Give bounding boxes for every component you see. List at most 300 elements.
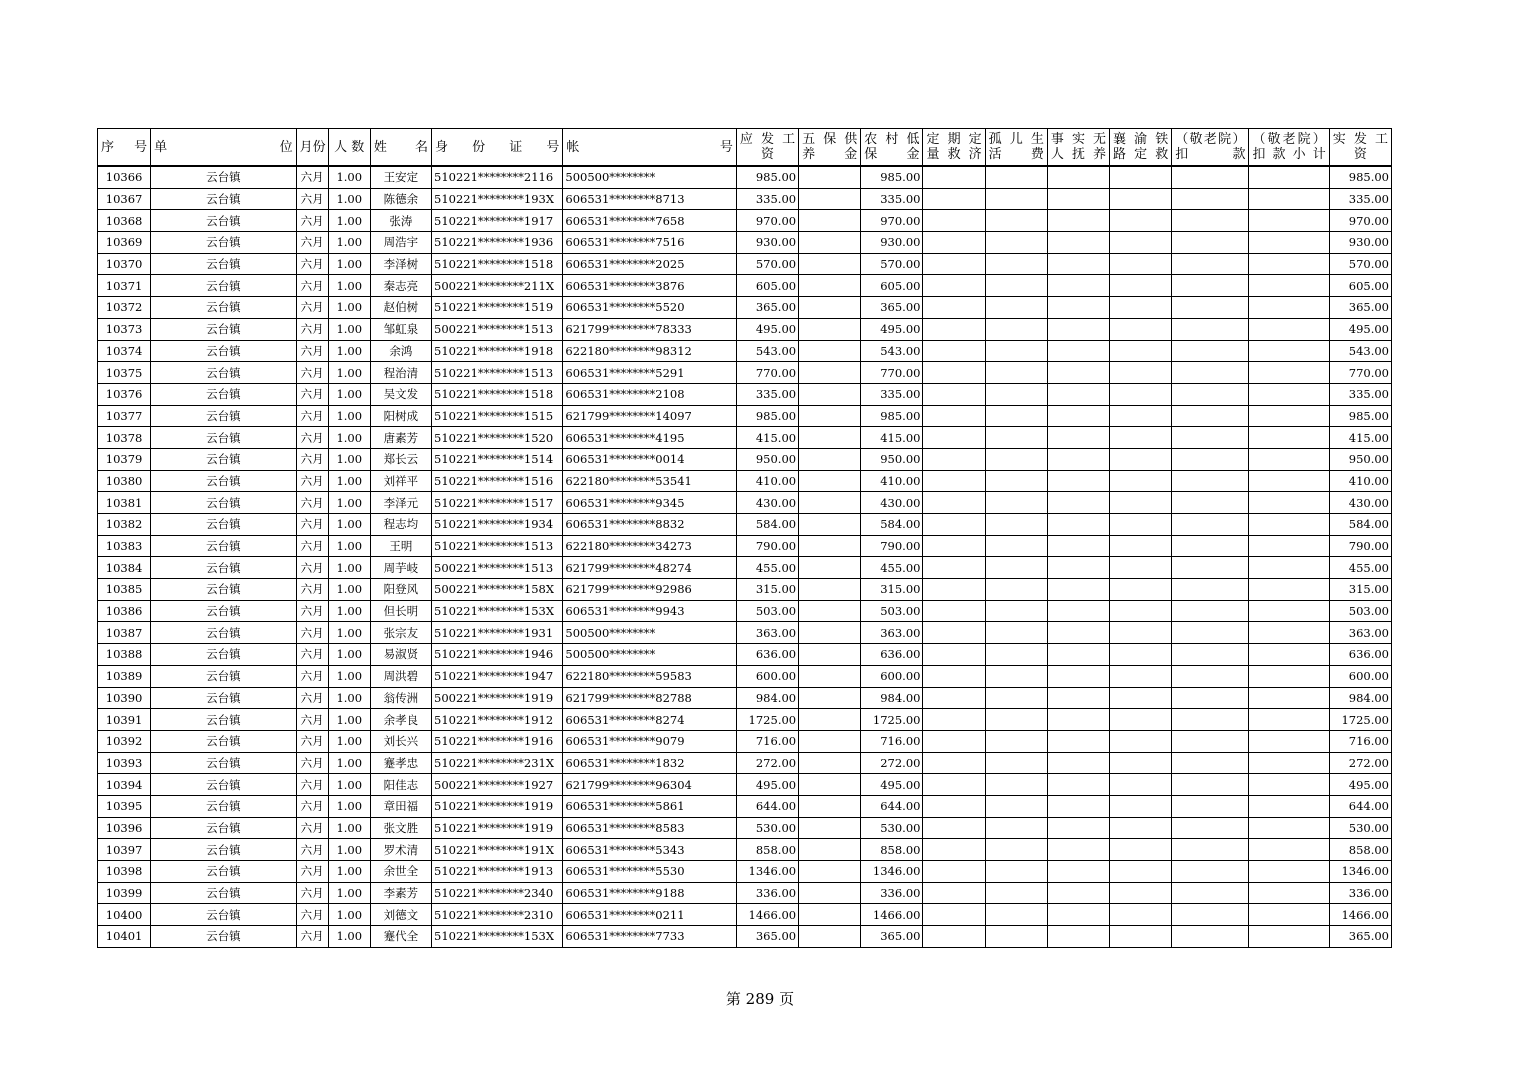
cell-railway	[1110, 687, 1172, 709]
cell-orphan	[985, 297, 1047, 319]
cell-wubao	[799, 514, 861, 536]
cell-seq: 10367	[98, 188, 151, 210]
cell-deduction	[1172, 622, 1249, 644]
cell-deduction	[1172, 535, 1249, 557]
cell-net-pay: 930.00	[1329, 232, 1391, 254]
cell-orphan	[985, 774, 1047, 796]
cell-id-number: 510221********1917	[432, 210, 563, 232]
cell-railway	[1110, 926, 1172, 948]
cell-dingqi	[923, 383, 985, 405]
cell-month: 六月	[296, 362, 328, 384]
cell-net-pay: 600.00	[1329, 665, 1391, 687]
cell-deduction-subtotal	[1249, 817, 1329, 839]
cell-id-number: 510221********1514	[432, 448, 563, 470]
cell-name: 王明	[370, 535, 431, 557]
cell-dingqi	[923, 232, 985, 254]
cell-railway	[1110, 665, 1172, 687]
cell-month: 六月	[296, 839, 328, 861]
cell-account: 606531********9188	[563, 882, 737, 904]
cell-seq: 10401	[98, 926, 151, 948]
cell-orphan	[985, 514, 1047, 536]
cell-account: 621799********82788	[563, 687, 737, 709]
cell-name: 赵伯树	[370, 297, 431, 319]
cell-net-pay: 365.00	[1329, 926, 1391, 948]
cell-dingqi	[923, 340, 985, 362]
cell-unit: 云台镇	[151, 687, 296, 709]
cell-count: 1.00	[328, 340, 370, 362]
cell-account: 606531********8832	[563, 514, 737, 536]
cell-deduction-subtotal	[1249, 427, 1329, 449]
cell-fostered	[1047, 383, 1109, 405]
cell-name: 余世全	[370, 861, 431, 883]
cell-dingqi	[923, 774, 985, 796]
cell-account: 500500********	[563, 644, 737, 666]
cell-deduction	[1172, 297, 1249, 319]
cell-id-number: 510221********1513	[432, 535, 563, 557]
cell-deduction-subtotal	[1249, 297, 1329, 319]
cell-dibao: 495.00	[861, 774, 923, 796]
cell-orphan	[985, 557, 1047, 579]
cell-dibao: 970.00	[861, 210, 923, 232]
cell-dingqi	[923, 687, 985, 709]
cell-count: 1.00	[328, 383, 370, 405]
cell-dibao: 950.00	[861, 448, 923, 470]
cell-month: 六月	[296, 557, 328, 579]
cell-account: 606531********5530	[563, 861, 737, 883]
cell-month: 六月	[296, 644, 328, 666]
table-row	[98, 622, 1392, 644]
cell-name: 李素芳	[370, 882, 431, 904]
table-row	[98, 926, 1392, 948]
cell-deduction-subtotal	[1249, 774, 1329, 796]
cell-railway	[1110, 709, 1172, 731]
cell-fostered	[1047, 730, 1109, 752]
cell-name: 阳树成	[370, 405, 431, 427]
cell-deduction-subtotal	[1249, 253, 1329, 275]
cell-count: 1.00	[328, 665, 370, 687]
cell-seq: 10385	[98, 579, 151, 601]
cell-count: 1.00	[328, 492, 370, 514]
cell-deduction-subtotal	[1249, 687, 1329, 709]
cell-wubao	[799, 275, 861, 297]
cell-account: 621799********96304	[563, 774, 737, 796]
table-row	[98, 882, 1392, 904]
cell-dibao: 790.00	[861, 535, 923, 557]
cell-unit: 云台镇	[151, 817, 296, 839]
table-row	[98, 253, 1392, 275]
cell-gross-pay: 455.00	[736, 557, 798, 579]
cell-count: 1.00	[328, 405, 370, 427]
cell-count: 1.00	[328, 253, 370, 275]
cell-month: 六月	[296, 188, 328, 210]
cell-fostered	[1047, 232, 1109, 254]
cell-fostered	[1047, 839, 1109, 861]
cell-id-number: 510221********2116	[432, 166, 563, 188]
cell-account: 606531********4195	[563, 427, 737, 449]
cell-railway	[1110, 470, 1172, 492]
cell-gross-pay: 985.00	[736, 405, 798, 427]
cell-count: 1.00	[328, 795, 370, 817]
cell-deduction	[1172, 579, 1249, 601]
cell-name: 邹虹泉	[370, 318, 431, 340]
cell-fostered	[1047, 904, 1109, 926]
cell-dibao: 1346.00	[861, 861, 923, 883]
cell-seq: 10366	[98, 166, 151, 188]
cell-name: 刘祥平	[370, 470, 431, 492]
cell-gross-pay: 570.00	[736, 253, 798, 275]
cell-deduction	[1172, 427, 1249, 449]
cell-count: 1.00	[328, 644, 370, 666]
cell-name: 陈德余	[370, 188, 431, 210]
cell-dibao: 584.00	[861, 514, 923, 536]
cell-fostered	[1047, 166, 1109, 188]
cell-net-pay: 365.00	[1329, 297, 1391, 319]
cell-account: 606531********5520	[563, 297, 737, 319]
header-dingqi: 定 期 定 量 救 济	[923, 129, 985, 167]
cell-count: 1.00	[328, 730, 370, 752]
cell-dingqi	[923, 492, 985, 514]
cell-month: 六月	[296, 448, 328, 470]
cell-month: 六月	[296, 579, 328, 601]
cell-gross-pay: 790.00	[736, 535, 798, 557]
header-name: 姓 名	[370, 129, 431, 167]
cell-dibao: 336.00	[861, 882, 923, 904]
cell-month: 六月	[296, 687, 328, 709]
cell-deduction	[1172, 405, 1249, 427]
cell-id-number: 510221********2340	[432, 882, 563, 904]
cell-deduction	[1172, 926, 1249, 948]
cell-deduction-subtotal	[1249, 318, 1329, 340]
cell-month: 六月	[296, 861, 328, 883]
cell-net-pay: 1725.00	[1329, 709, 1391, 731]
cell-id-number: 510221********1913	[432, 861, 563, 883]
cell-gross-pay: 543.00	[736, 340, 798, 362]
header-dibao: 农 村 低 保 金	[861, 129, 923, 167]
cell-railway	[1110, 297, 1172, 319]
cell-orphan	[985, 839, 1047, 861]
cell-dingqi	[923, 904, 985, 926]
cell-orphan	[985, 318, 1047, 340]
cell-net-pay: 985.00	[1329, 166, 1391, 188]
cell-id-number: 510221********193X	[432, 188, 563, 210]
cell-count: 1.00	[328, 579, 370, 601]
header-deduction-subtotal: （敬老院） 扣 款 小 计	[1249, 129, 1329, 167]
cell-net-pay: 430.00	[1329, 492, 1391, 514]
cell-id-number: 510221********1520	[432, 427, 563, 449]
cell-wubao	[799, 340, 861, 362]
cell-unit: 云台镇	[151, 470, 296, 492]
cell-unit: 云台镇	[151, 253, 296, 275]
cell-gross-pay: 315.00	[736, 579, 798, 601]
cell-deduction-subtotal	[1249, 839, 1329, 861]
cell-dingqi	[923, 514, 985, 536]
cell-wubao	[799, 644, 861, 666]
cell-seq: 10388	[98, 644, 151, 666]
cell-id-number: 510221********1916	[432, 730, 563, 752]
cell-fostered	[1047, 817, 1109, 839]
cell-id-number: 510221********1947	[432, 665, 563, 687]
cell-dingqi	[923, 579, 985, 601]
cell-count: 1.00	[328, 817, 370, 839]
cell-dingqi	[923, 926, 985, 948]
cell-id-number: 510221********1936	[432, 232, 563, 254]
cell-dibao: 770.00	[861, 362, 923, 384]
cell-seq: 10394	[98, 774, 151, 796]
cell-dingqi	[923, 427, 985, 449]
cell-net-pay: 1346.00	[1329, 861, 1391, 883]
cell-dingqi	[923, 166, 985, 188]
cell-count: 1.00	[328, 709, 370, 731]
cell-month: 六月	[296, 926, 328, 948]
cell-fostered	[1047, 448, 1109, 470]
cell-deduction	[1172, 166, 1249, 188]
cell-net-pay: 503.00	[1329, 600, 1391, 622]
cell-count: 1.00	[328, 687, 370, 709]
cell-seq: 10375	[98, 362, 151, 384]
cell-count: 1.00	[328, 926, 370, 948]
cell-month: 六月	[296, 774, 328, 796]
cell-gross-pay: 335.00	[736, 383, 798, 405]
cell-id-number: 510221********1946	[432, 644, 563, 666]
cell-gross-pay: 584.00	[736, 514, 798, 536]
cell-name: 张宗友	[370, 622, 431, 644]
cell-deduction	[1172, 839, 1249, 861]
cell-deduction-subtotal	[1249, 405, 1329, 427]
table-header	[98, 129, 1392, 167]
cell-orphan	[985, 882, 1047, 904]
cell-id-number: 510221********1519	[432, 297, 563, 319]
cell-dibao: 644.00	[861, 795, 923, 817]
cell-month: 六月	[296, 405, 328, 427]
cell-orphan	[985, 232, 1047, 254]
cell-count: 1.00	[328, 188, 370, 210]
cell-deduction-subtotal	[1249, 622, 1329, 644]
table-row	[98, 318, 1392, 340]
cell-id-number: 500221********1919	[432, 687, 563, 709]
cell-dingqi	[923, 622, 985, 644]
cell-deduction-subtotal	[1249, 492, 1329, 514]
cell-railway	[1110, 448, 1172, 470]
cell-fostered	[1047, 275, 1109, 297]
cell-wubao	[799, 383, 861, 405]
cell-seq: 10378	[98, 427, 151, 449]
cell-deduction-subtotal	[1249, 383, 1329, 405]
cell-gross-pay: 605.00	[736, 275, 798, 297]
cell-fostered	[1047, 709, 1109, 731]
cell-account: 606531********7733	[563, 926, 737, 948]
cell-seq: 10387	[98, 622, 151, 644]
cell-railway	[1110, 405, 1172, 427]
cell-unit: 云台镇	[151, 275, 296, 297]
cell-name: 郑长云	[370, 448, 431, 470]
header-account: 帐 号	[563, 129, 737, 167]
cell-net-pay: 415.00	[1329, 427, 1391, 449]
cell-month: 六月	[296, 730, 328, 752]
cell-unit: 云台镇	[151, 752, 296, 774]
cell-wubao	[799, 318, 861, 340]
cell-net-pay: 644.00	[1329, 795, 1391, 817]
header-railway: 襄 渝 铁 路 定 救	[1110, 129, 1172, 167]
cell-month: 六月	[296, 166, 328, 188]
table-row	[98, 362, 1392, 384]
cell-dibao: 985.00	[861, 166, 923, 188]
table-row	[98, 297, 1392, 319]
cell-count: 1.00	[328, 882, 370, 904]
cell-net-pay: 363.00	[1329, 622, 1391, 644]
cell-orphan	[985, 275, 1047, 297]
cell-count: 1.00	[328, 210, 370, 232]
cell-name: 张文胜	[370, 817, 431, 839]
cell-deduction	[1172, 882, 1249, 904]
cell-deduction	[1172, 362, 1249, 384]
cell-month: 六月	[296, 492, 328, 514]
cell-account: 606531********5861	[563, 795, 737, 817]
cell-net-pay: 495.00	[1329, 318, 1391, 340]
cell-dibao: 495.00	[861, 318, 923, 340]
cell-fostered	[1047, 557, 1109, 579]
cell-unit: 云台镇	[151, 904, 296, 926]
cell-unit: 云台镇	[151, 730, 296, 752]
cell-seq: 10392	[98, 730, 151, 752]
cell-railway	[1110, 882, 1172, 904]
cell-gross-pay: 984.00	[736, 687, 798, 709]
header-count: 人 数	[328, 129, 370, 167]
cell-wubao	[799, 232, 861, 254]
cell-deduction	[1172, 665, 1249, 687]
cell-deduction-subtotal	[1249, 470, 1329, 492]
cell-month: 六月	[296, 665, 328, 687]
table-row	[98, 405, 1392, 427]
cell-gross-pay: 365.00	[736, 926, 798, 948]
cell-unit: 云台镇	[151, 492, 296, 514]
cell-dingqi	[923, 861, 985, 883]
cell-count: 1.00	[328, 904, 370, 926]
cell-unit: 云台镇	[151, 188, 296, 210]
table-row	[98, 492, 1392, 514]
cell-deduction-subtotal	[1249, 600, 1329, 622]
cell-orphan	[985, 622, 1047, 644]
cell-gross-pay: 272.00	[736, 752, 798, 774]
cell-unit: 云台镇	[151, 405, 296, 427]
cell-month: 六月	[296, 297, 328, 319]
cell-month: 六月	[296, 817, 328, 839]
cell-orphan	[985, 687, 1047, 709]
cell-seq: 10382	[98, 514, 151, 536]
cell-unit: 云台镇	[151, 557, 296, 579]
cell-fostered	[1047, 297, 1109, 319]
cell-dingqi	[923, 405, 985, 427]
cell-dingqi	[923, 470, 985, 492]
cell-deduction-subtotal	[1249, 904, 1329, 926]
cell-net-pay: 636.00	[1329, 644, 1391, 666]
cell-seq: 10374	[98, 340, 151, 362]
cell-account: 606531********9079	[563, 730, 737, 752]
cell-orphan	[985, 579, 1047, 601]
cell-dingqi	[923, 318, 985, 340]
cell-railway	[1110, 275, 1172, 297]
cell-account: 621799********78333	[563, 318, 737, 340]
cell-seq: 10399	[98, 882, 151, 904]
cell-deduction	[1172, 253, 1249, 275]
cell-seq: 10400	[98, 904, 151, 926]
cell-wubao	[799, 926, 861, 948]
cell-fostered	[1047, 861, 1109, 883]
cell-railway	[1110, 730, 1172, 752]
cell-account: 621799********48274	[563, 557, 737, 579]
cell-id-number: 500221********211X	[432, 275, 563, 297]
cell-deduction-subtotal	[1249, 882, 1329, 904]
cell-fostered	[1047, 622, 1109, 644]
cell-seq: 10376	[98, 383, 151, 405]
cell-name: 唐素芳	[370, 427, 431, 449]
cell-dibao: 455.00	[861, 557, 923, 579]
cell-dingqi	[923, 839, 985, 861]
cell-account: 606531********0014	[563, 448, 737, 470]
cell-railway	[1110, 579, 1172, 601]
cell-net-pay: 790.00	[1329, 535, 1391, 557]
cell-deduction-subtotal	[1249, 275, 1329, 297]
table-row	[98, 730, 1392, 752]
cell-unit: 云台镇	[151, 514, 296, 536]
cell-id-number: 510221********1517	[432, 492, 563, 514]
cell-gross-pay: 950.00	[736, 448, 798, 470]
cell-unit: 云台镇	[151, 665, 296, 687]
cell-count: 1.00	[328, 839, 370, 861]
cell-deduction-subtotal	[1249, 448, 1329, 470]
cell-name: 罗术清	[370, 839, 431, 861]
cell-account: 606531********8274	[563, 709, 737, 731]
cell-unit: 云台镇	[151, 882, 296, 904]
cell-net-pay: 570.00	[1329, 253, 1391, 275]
payroll-table	[97, 128, 1392, 948]
cell-net-pay: 858.00	[1329, 839, 1391, 861]
cell-railway	[1110, 383, 1172, 405]
cell-railway	[1110, 514, 1172, 536]
cell-dingqi	[923, 817, 985, 839]
cell-wubao	[799, 817, 861, 839]
cell-orphan	[985, 752, 1047, 774]
cell-orphan	[985, 405, 1047, 427]
table-row	[98, 600, 1392, 622]
cell-deduction-subtotal	[1249, 188, 1329, 210]
table-row	[98, 709, 1392, 731]
cell-deduction-subtotal	[1249, 210, 1329, 232]
cell-name: 秦志亮	[370, 275, 431, 297]
cell-seq: 10397	[98, 839, 151, 861]
header-month: 月份	[296, 129, 328, 167]
cell-dibao: 543.00	[861, 340, 923, 362]
cell-deduction	[1172, 752, 1249, 774]
cell-id-number: 510221********2310	[432, 904, 563, 926]
cell-seq: 10373	[98, 318, 151, 340]
cell-count: 1.00	[328, 557, 370, 579]
cell-net-pay: 335.00	[1329, 383, 1391, 405]
cell-railway	[1110, 535, 1172, 557]
cell-count: 1.00	[328, 622, 370, 644]
table-row	[98, 535, 1392, 557]
cell-seq: 10390	[98, 687, 151, 709]
cell-account: 606531********7516	[563, 232, 737, 254]
cell-wubao	[799, 904, 861, 926]
cell-deduction	[1172, 448, 1249, 470]
cell-seq: 10368	[98, 210, 151, 232]
cell-id-number: 510221********1912	[432, 709, 563, 731]
cell-railway	[1110, 774, 1172, 796]
cell-wubao	[799, 210, 861, 232]
cell-net-pay: 543.00	[1329, 340, 1391, 362]
cell-unit: 云台镇	[151, 644, 296, 666]
cell-month: 六月	[296, 514, 328, 536]
